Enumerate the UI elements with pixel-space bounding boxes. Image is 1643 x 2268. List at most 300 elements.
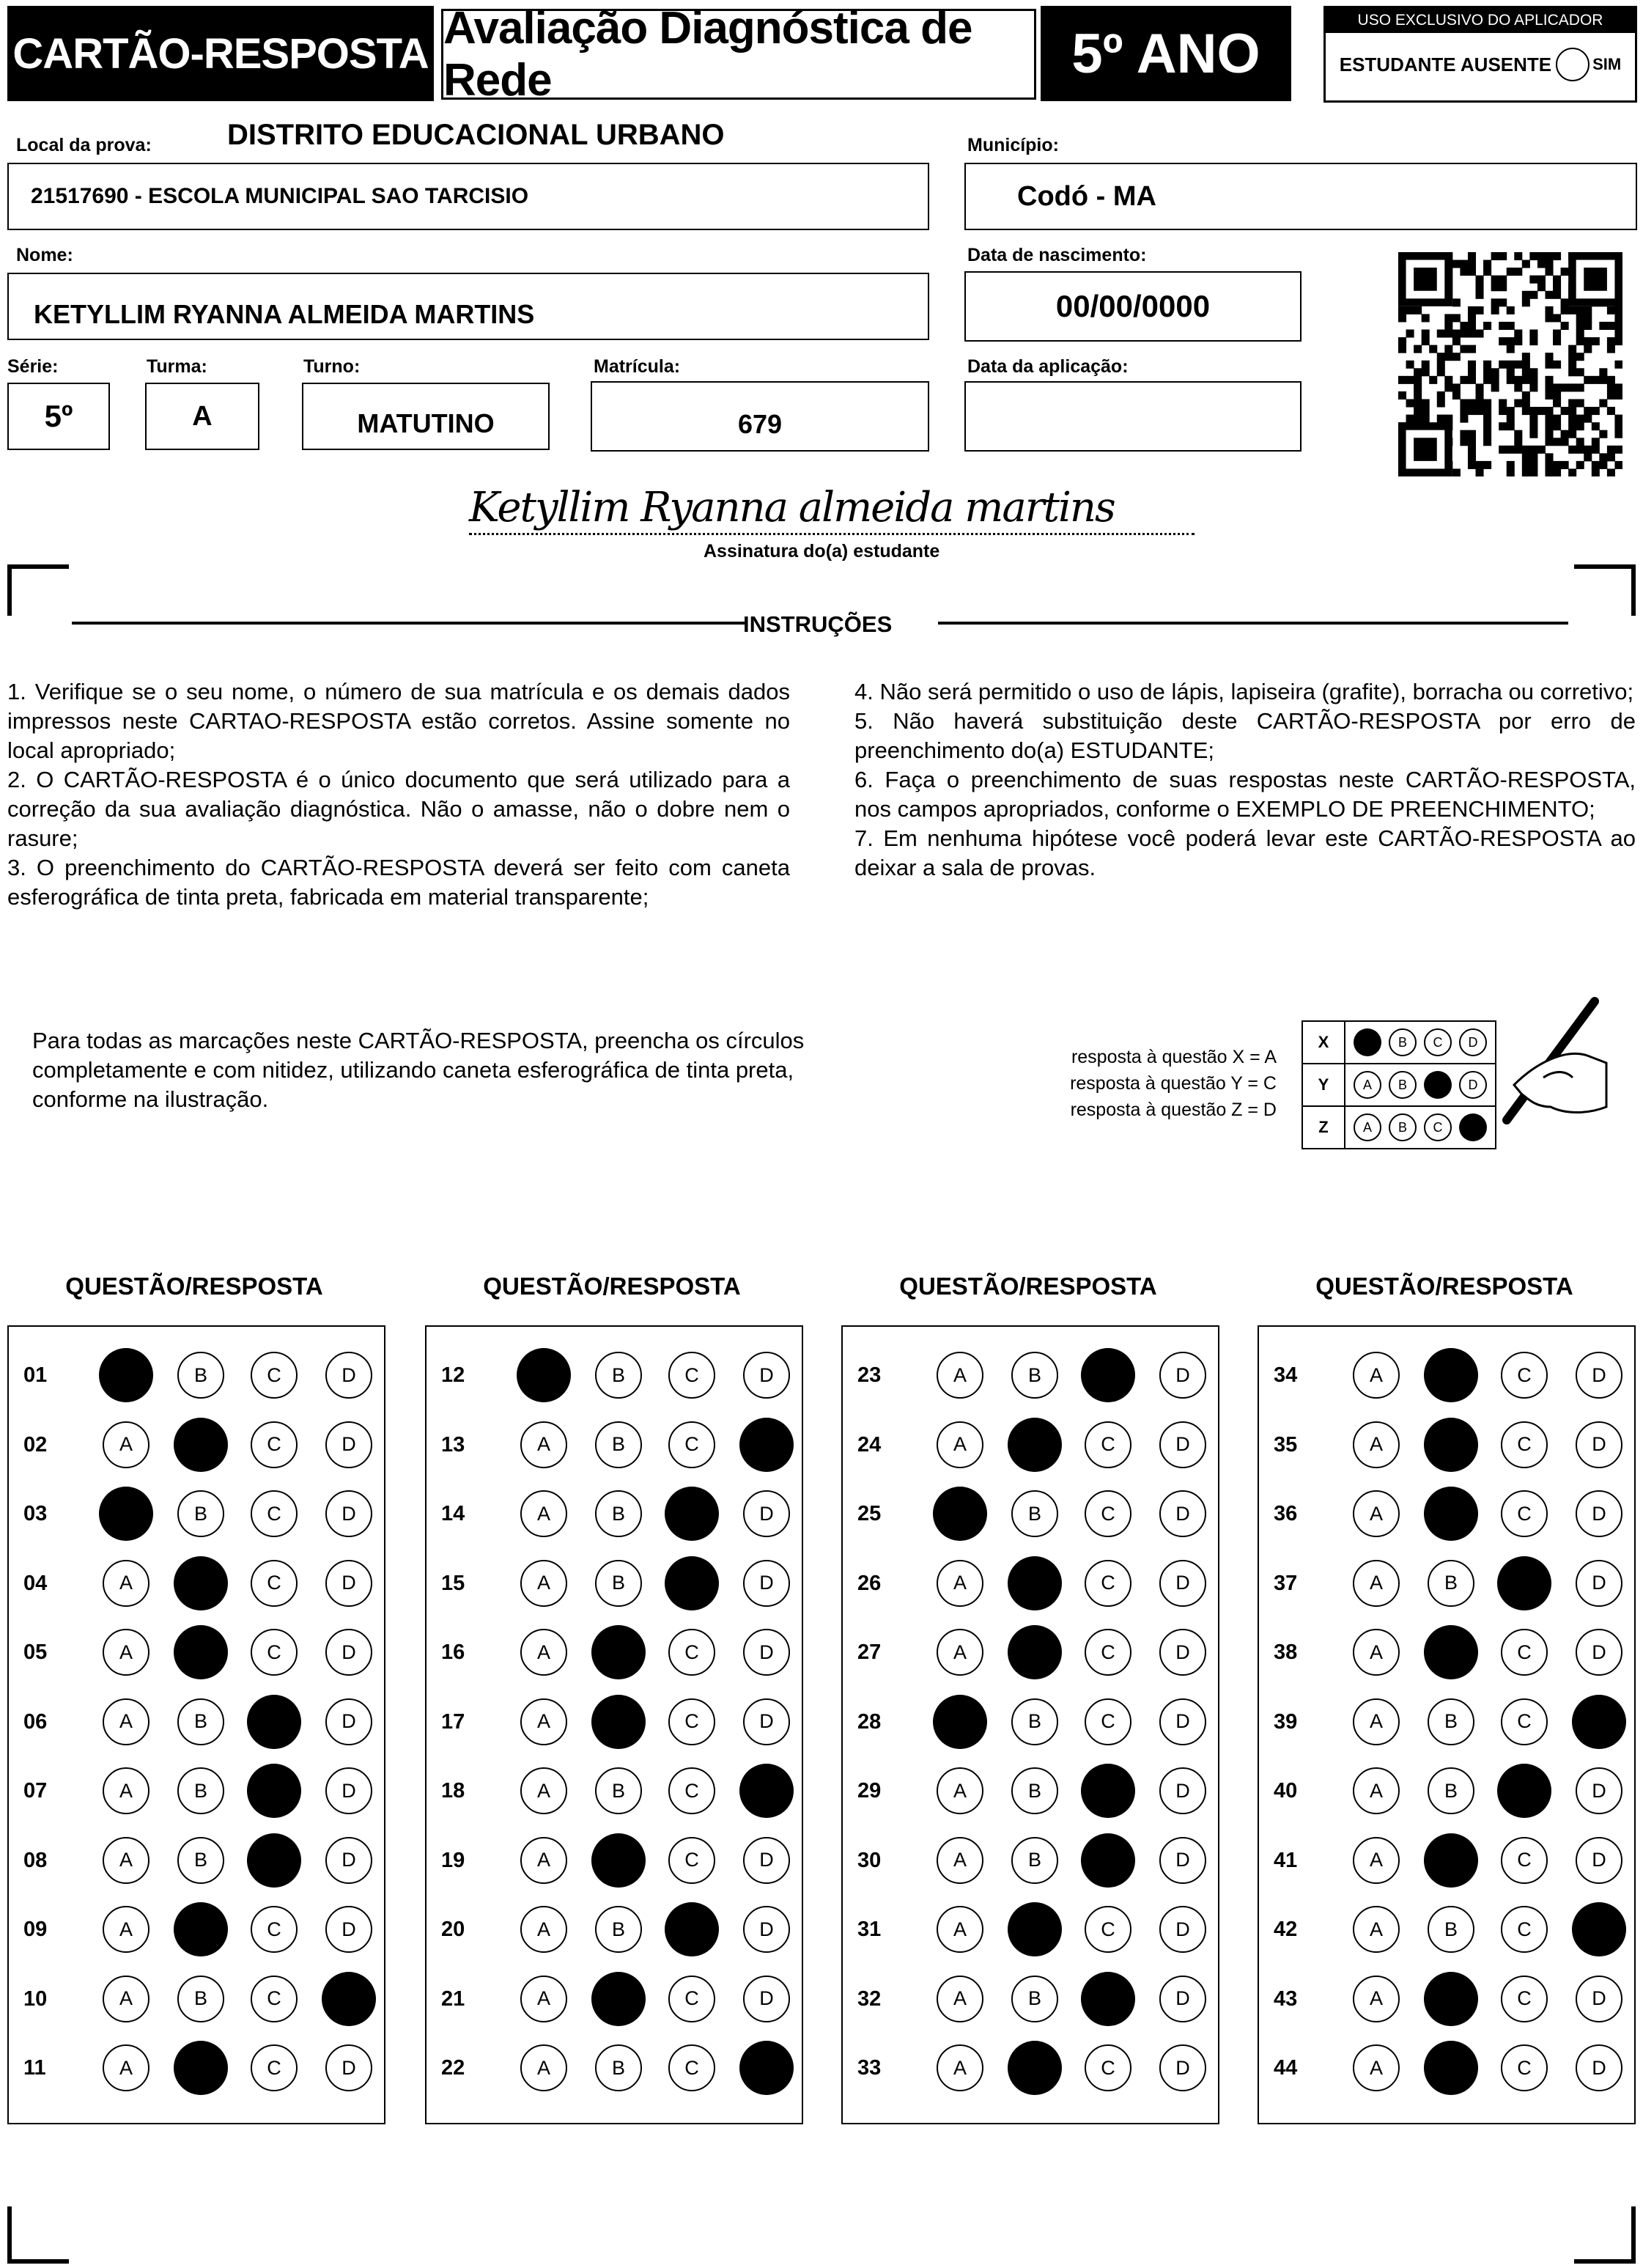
answer-row — [427, 1492, 802, 1536]
example-bubble-d: D — [1459, 1028, 1487, 1056]
answer-bubble-a[interactable]: A — [1353, 1698, 1400, 1745]
question-number: 08 — [23, 1848, 48, 1872]
answer-bubble-d[interactable]: D — [743, 1698, 790, 1745]
answer-bubble-c[interactable]: C — [668, 1837, 715, 1884]
answer-bubble-d[interactable] — [739, 2041, 794, 2095]
question-number: 39 — [1274, 1709, 1298, 1734]
answer-bubble-c[interactable]: C — [668, 1421, 715, 1468]
answer-bubble-a[interactable]: A — [1353, 1837, 1400, 1884]
answer-bubble-a[interactable]: A — [103, 1560, 149, 1607]
question-number: 16 — [441, 1641, 465, 1664]
question-number: 12 — [441, 1363, 465, 1387]
answer-bubble-d[interactable]: D — [743, 1837, 790, 1884]
answer-bubble-a[interactable]: A — [520, 1560, 567, 1607]
question-number: 26 — [857, 1571, 882, 1595]
answer-bubble-d[interactable]: D — [325, 1767, 372, 1814]
answer-bubble-c[interactable]: C — [1501, 1421, 1548, 1468]
answer-bubble-c[interactable] — [665, 1902, 719, 1956]
answer-bubble-d[interactable]: D — [325, 1837, 372, 1884]
answer-bubble-b[interactable] — [1008, 1418, 1062, 1472]
answer-bubble-b[interactable]: B — [1011, 1698, 1058, 1745]
answer-bubble-a[interactable]: A — [937, 1837, 983, 1884]
answer-bubble-c[interactable]: C — [1085, 1490, 1131, 1537]
answer-bubble-b[interactable]: B — [595, 1421, 642, 1468]
example-legend — [1035, 1044, 1277, 1123]
answer-bubble-b[interactable] — [591, 1695, 646, 1749]
answer-bubble-d[interactable]: D — [743, 1490, 790, 1537]
answer-bubble-b[interactable]: B — [1428, 1698, 1474, 1745]
answer-row — [1259, 1561, 1634, 1605]
corner-mark-bottom-right — [1574, 2206, 1636, 2264]
question-number: 43 — [1274, 1987, 1298, 2011]
answer-row — [9, 1492, 384, 1536]
school-field: 21517690 - ESCOLA MUNICIPAL SAO TARCISIO — [7, 163, 929, 230]
answer-bubble-a[interactable]: A — [1353, 1560, 1400, 1607]
instruction-item: 5. Não haverá substituição deste CARTÃO-RESPOSTA por erro de preenchimento do(a) ESTUDANTE; — [854, 708, 1636, 763]
answer-bubble-c[interactable] — [1497, 1764, 1551, 1818]
instructions-title: INSTRUÇÕES — [743, 611, 893, 637]
question-number: 22 — [441, 2056, 465, 2080]
answer-bubble-d[interactable] — [739, 1418, 794, 1472]
answer-row — [427, 1700, 802, 1744]
answer-bubble-a[interactable]: A — [937, 1421, 983, 1468]
answer-bubble-d[interactable]: D — [743, 1976, 790, 2022]
question-number: 18 — [441, 1779, 465, 1803]
question-number: 13 — [441, 1432, 465, 1457]
corner-mark-top-right — [1574, 564, 1636, 616]
answer-bubble-b[interactable]: B — [595, 1906, 642, 1953]
answer-bubble-d[interactable]: D — [325, 1906, 372, 1953]
applicator-label: USO EXCLUSIVO DO APLICADOR — [1326, 8, 1635, 33]
question-number: 20 — [441, 1918, 465, 1941]
answer-row — [1259, 2046, 1634, 2090]
answer-bubble-c[interactable] — [665, 1487, 719, 1541]
answer-bubble-d[interactable]: D — [1576, 2044, 1622, 2091]
answer-row — [9, 1977, 384, 2021]
answer-bubble-a[interactable]: A — [520, 1767, 567, 1814]
answer-bubble-c[interactable]: C — [668, 1352, 715, 1399]
question-number: 42 — [1274, 1918, 1298, 1941]
answer-bubble-b[interactable] — [1424, 1833, 1478, 1888]
question-number: 37 — [1274, 1571, 1298, 1595]
answer-bubble-b[interactable] — [1424, 1348, 1478, 1402]
answer-bubble-d[interactable]: D — [1576, 1490, 1622, 1537]
answer-bubble-a[interactable] — [933, 1487, 987, 1541]
answer-row — [843, 1630, 1218, 1674]
answer-bubble-b[interactable] — [591, 1833, 646, 1888]
answer-bubble-a[interactable] — [99, 1348, 153, 1402]
answer-bubble-d[interactable]: D — [1159, 1352, 1206, 1399]
answer-panel — [7, 1325, 385, 2124]
answer-bubble-b[interactable]: B — [1428, 1767, 1474, 1814]
question-number: 05 — [23, 1641, 48, 1664]
answer-bubble-b[interactable] — [591, 1972, 646, 2026]
answer-row — [843, 1907, 1218, 1951]
answer-bubble-d[interactable]: D — [1159, 1629, 1206, 1676]
answer-row — [427, 1838, 802, 1882]
question-number: 15 — [441, 1571, 465, 1595]
absent-checkbox[interactable] — [1556, 48, 1590, 81]
example-bubble-c: C — [1424, 1113, 1452, 1141]
answer-bubble-b[interactable]: B — [1011, 1490, 1058, 1537]
answer-bubble-d[interactable]: D — [1576, 1560, 1622, 1607]
answer-bubble-c[interactable]: C — [251, 1629, 298, 1676]
answer-bubble-d[interactable]: D — [1576, 1837, 1622, 1884]
answer-bubble-b[interactable]: B — [177, 1767, 224, 1814]
question-number: 24 — [857, 1432, 882, 1457]
answer-bubble-c[interactable]: C — [668, 2044, 715, 2091]
answer-row — [427, 1907, 802, 1951]
answer-bubble-b[interactable] — [1008, 1625, 1062, 1679]
answer-bubble-a[interactable]: A — [520, 1906, 567, 1953]
answer-bubble-b[interactable]: B — [177, 1698, 224, 1745]
example-bubble-c: C — [1424, 1028, 1452, 1056]
answer-row — [427, 1353, 802, 1397]
answer-bubble-b[interactable]: B — [177, 1490, 224, 1537]
answer-bubble-c[interactable]: C — [668, 1698, 715, 1745]
answer-bubble-a[interactable]: A — [937, 1906, 983, 1953]
question-number: 44 — [1274, 2056, 1298, 2080]
answer-bubble-b[interactable]: B — [177, 1352, 224, 1399]
answer-bubble-a[interactable]: A — [937, 1352, 983, 1399]
answer-bubble-a[interactable]: A — [103, 1698, 149, 1745]
answer-row — [1259, 1353, 1634, 1397]
answer-row — [9, 1700, 384, 1744]
instruction-item: 2. O CARTÃO-RESPOSTA é o único documento que será utilizado para a correção da sua avaliação diagnóstica. Não o amasse, não o dobre nem o rasure; — [7, 767, 790, 851]
answer-bubble-c[interactable]: C — [1501, 2044, 1548, 2091]
local-label: Local da prova: — [16, 135, 152, 155]
answer-row — [843, 1353, 1218, 1397]
answer-bubble-a[interactable] — [517, 1348, 571, 1402]
answer-bubble-c[interactable] — [665, 1556, 719, 1610]
question-number: 41 — [1274, 1848, 1298, 1872]
answer-row — [843, 1977, 1218, 2021]
answer-bubble-c[interactable]: C — [668, 1976, 715, 2022]
answer-bubble-d[interactable]: D — [1159, 1560, 1206, 1607]
answer-bubble-b[interactable] — [1008, 1556, 1062, 1610]
answer-row — [9, 1561, 384, 1605]
answer-row — [843, 1769, 1218, 1813]
question-number: 01 — [23, 1363, 48, 1387]
answer-bubble-d[interactable]: D — [325, 1629, 372, 1676]
answer-row — [9, 1353, 384, 1397]
answer-bubble-c[interactable] — [247, 1764, 301, 1818]
question-number: 02 — [23, 1432, 48, 1457]
answer-bubble-b[interactable]: B — [595, 1490, 642, 1537]
matricula-label: Matrícula: — [594, 356, 681, 377]
answer-bubble-d[interactable] — [739, 1764, 794, 1818]
answer-bubble-c[interactable] — [1081, 1972, 1135, 2026]
serie-field: 5º — [7, 383, 110, 450]
answer-bubble-c[interactable]: C — [251, 1976, 298, 2022]
answer-bubble-c[interactable] — [1497, 1556, 1551, 1610]
municipio-label: Município: — [967, 135, 1059, 155]
district-name: DISTRITO EDUCACIONAL URBANO — [227, 119, 725, 151]
answer-bubble-d[interactable]: D — [1159, 1421, 1206, 1468]
example-bubble-c — [1424, 1071, 1452, 1099]
answer-bubble-b[interactable]: B — [595, 1767, 642, 1814]
answer-bubble-a[interactable]: A — [520, 1837, 567, 1884]
answer-bubble-b[interactable]: B — [1011, 1837, 1058, 1884]
answer-bubble-a[interactable]: A — [103, 1906, 149, 1953]
answer-bubble-a[interactable]: A — [937, 1767, 983, 1814]
answer-bubble-b[interactable]: B — [1428, 1560, 1474, 1607]
answer-bubble-a[interactable]: A — [103, 1421, 149, 1468]
nascimento-field: 00/00/0000 — [964, 271, 1302, 342]
answer-bubble-a[interactable]: A — [1353, 2044, 1400, 2091]
answer-bubble-b[interactable]: B — [1011, 1352, 1058, 1399]
answer-bubble-b[interactable] — [174, 1902, 228, 1956]
turma-label: Turma: — [147, 356, 207, 377]
answer-bubble-d[interactable]: D — [325, 1490, 372, 1537]
signature-label: Assinatura do(a) estudante — [704, 541, 940, 562]
answer-bubble-b[interactable] — [174, 2041, 228, 2095]
answer-bubble-a[interactable]: A — [520, 1490, 567, 1537]
aplicacao-label: Data da aplicação: — [967, 356, 1129, 377]
nome-field: KETYLLIM RYANNA ALMEIDA MARTINS — [7, 273, 929, 340]
question-number: 30 — [857, 1848, 882, 1872]
answer-bubble-a[interactable]: A — [520, 1421, 567, 1468]
answer-bubble-d[interactable]: D — [325, 1421, 372, 1468]
answer-bubble-d[interactable]: D — [1159, 1976, 1206, 2022]
answer-bubble-b[interactable] — [1424, 1972, 1478, 2026]
instruction-item: 6. Faça o preenchimento de suas respostas neste CARTÃO-RESPOSTA, nos campos apropriados, conforme o EXEMPLO DE PREENCHIMENTO; — [854, 767, 1636, 822]
answer-bubble-d[interactable] — [1572, 1695, 1626, 1749]
answer-bubble-a[interactable]: A — [103, 1767, 149, 1814]
answer-row — [1259, 1977, 1634, 2021]
answer-bubble-c[interactable]: C — [1501, 1352, 1548, 1399]
answer-bubble-c[interactable]: C — [1085, 1421, 1131, 1468]
answer-bubble-a[interactable]: A — [1353, 1767, 1400, 1814]
answer-bubble-a[interactable]: A — [103, 1837, 149, 1884]
applicator-box — [1323, 6, 1637, 103]
question-number: 06 — [23, 1709, 48, 1734]
answer-bubble-a[interactable]: A — [1353, 1976, 1400, 2022]
answer-bubble-c[interactable] — [1081, 1833, 1135, 1888]
instructions-left — [7, 677, 790, 912]
answer-bubble-c[interactable] — [1081, 1348, 1135, 1402]
answer-bubble-c[interactable]: C — [251, 1421, 298, 1468]
answer-bubble-c[interactable] — [247, 1695, 301, 1749]
question-number: 33 — [857, 2056, 882, 2080]
answer-bubble-c[interactable]: C — [1501, 1906, 1548, 1953]
grade-title: 5º ANO — [1041, 6, 1291, 101]
question-number: 21 — [441, 1987, 465, 2011]
question-number: 25 — [857, 1502, 882, 1525]
answer-bubble-d[interactable]: D — [1159, 2044, 1206, 2091]
example-bubble-d: D — [1459, 1071, 1487, 1099]
answer-bubble-a[interactable]: A — [937, 1976, 983, 2022]
answer-bubble-b[interactable]: B — [177, 1976, 224, 2022]
answer-bubble-b[interactable]: B — [1428, 1906, 1474, 1953]
example-line: resposta à questão Z = D — [1070, 1100, 1277, 1120]
question-number: 28 — [857, 1709, 882, 1734]
answer-bubble-d[interactable]: D — [325, 1352, 372, 1399]
question-number: 09 — [23, 1918, 48, 1941]
answer-bubble-d[interactable]: D — [1576, 1421, 1622, 1468]
answer-bubble-b[interactable] — [591, 1625, 646, 1679]
answer-bubble-a[interactable]: A — [1353, 1906, 1400, 1953]
answer-bubble-c[interactable]: C — [1085, 1906, 1131, 1953]
answer-bubble-d[interactable]: D — [1576, 1767, 1622, 1814]
answer-bubble-d[interactable]: D — [1159, 1767, 1206, 1814]
example-line: resposta à questão X = A — [1071, 1047, 1277, 1067]
answer-row — [427, 1630, 802, 1674]
answer-bubble-c[interactable]: C — [1085, 1560, 1131, 1607]
answer-row — [1259, 1838, 1634, 1882]
nascimento-label: Data de nascimento: — [967, 245, 1147, 265]
question-number: 04 — [23, 1571, 48, 1595]
answer-bubble-d[interactable] — [322, 1972, 376, 2026]
answer-bubble-c[interactable]: C — [1501, 1490, 1548, 1537]
example-row-label: Y — [1302, 1064, 1345, 1106]
answer-bubble-a[interactable]: A — [1353, 1421, 1400, 1468]
answer-bubble-a[interactable]: A — [937, 2044, 983, 2091]
answer-bubble-d[interactable]: D — [1159, 1837, 1206, 1884]
answer-row — [427, 1769, 802, 1813]
answer-panel — [425, 1325, 803, 2124]
answer-bubble-d[interactable]: D — [325, 2044, 372, 2091]
answer-column-title: QUESTÃO/RESPOSTA — [899, 1273, 1157, 1300]
question-number: 27 — [857, 1641, 882, 1664]
answer-bubble-c[interactable]: C — [251, 1490, 298, 1537]
answer-bubble-a[interactable]: A — [520, 2044, 567, 2091]
answer-panel — [1258, 1325, 1636, 2124]
question-number: 35 — [1274, 1432, 1298, 1457]
answer-bubble-b[interactable] — [174, 1625, 228, 1679]
question-number: 23 — [857, 1363, 882, 1387]
answer-row — [843, 2046, 1218, 2090]
signature: Ketyllim Ryanna almeida martins — [469, 484, 1195, 535]
turma-field: A — [145, 383, 259, 450]
answer-bubble-b[interactable] — [1008, 1902, 1062, 1956]
example-bubble-a — [1354, 1028, 1381, 1056]
serie-label: Série: — [7, 356, 59, 377]
answer-bubble-d[interactable]: D — [1159, 1906, 1206, 1953]
answer-bubble-a[interactable] — [99, 1487, 153, 1541]
example-bubble-a: A — [1354, 1071, 1381, 1099]
answer-row — [843, 1838, 1218, 1882]
answer-bubble-b[interactable]: B — [595, 1560, 642, 1607]
question-number: 31 — [857, 1918, 882, 1941]
answer-row — [427, 1977, 802, 2021]
answer-bubble-c[interactable]: C — [1085, 1698, 1131, 1745]
instruction-item: 3. O preenchimento do CARTÃO-RESPOSTA deverá ser feito com caneta esferográfica de tinta preta, fabricada em material transparente; — [7, 855, 790, 910]
answer-bubble-a[interactable]: A — [937, 1560, 983, 1607]
answer-bubble-a[interactable]: A — [520, 1976, 567, 2022]
answer-bubble-b[interactable]: B — [595, 2044, 642, 2091]
answer-bubble-b[interactable] — [174, 1556, 228, 1610]
answer-row — [1259, 1630, 1634, 1674]
answer-row — [9, 1838, 384, 1882]
question-number: 14 — [441, 1502, 465, 1525]
nome-label: Nome: — [16, 245, 73, 265]
answer-bubble-d[interactable]: D — [1576, 1976, 1622, 2022]
answer-bubble-d[interactable]: D — [1576, 1352, 1622, 1399]
question-number: 07 — [23, 1779, 48, 1803]
answer-bubble-c[interactable]: C — [1501, 1698, 1548, 1745]
answer-bubble-d[interactable]: D — [325, 1698, 372, 1745]
answer-bubble-a[interactable]: A — [520, 1629, 567, 1676]
answer-bubble-b[interactable]: B — [595, 1352, 642, 1399]
answer-bubble-c[interactable]: C — [1085, 1629, 1131, 1676]
answer-bubble-d[interactable]: D — [1159, 1490, 1206, 1537]
aplicacao-field[interactable] — [964, 381, 1302, 452]
answer-bubble-d[interactable]: D — [1576, 1629, 1622, 1676]
answer-row — [1259, 1700, 1634, 1744]
answer-bubble-b[interactable]: B — [1011, 1976, 1058, 2022]
answer-bubble-a[interactable]: A — [103, 2044, 149, 2091]
answer-bubble-a[interactable]: A — [103, 1629, 149, 1676]
answer-bubble-c[interactable]: C — [1085, 2044, 1131, 2091]
answer-bubble-a[interactable]: A — [937, 1629, 983, 1676]
answer-bubble-d[interactable]: D — [743, 1560, 790, 1607]
answer-row — [9, 1423, 384, 1467]
exam-title: Avaliação Diagnóstica de Rede — [441, 9, 1036, 100]
example-bubble-a: A — [1354, 1113, 1381, 1141]
answer-bubble-c[interactable]: C — [251, 1560, 298, 1607]
card-title: CARTÃO-RESPOSTA — [7, 6, 434, 101]
instruction-item: 1. Verifique se o seu nome, o número de sua matrícula e os demais dados impressos neste CARTAO-RESPOSTA estão corretos. Assine somente no local apropriado; — [7, 679, 790, 763]
absent-option: SIM — [1592, 55, 1622, 73]
answer-bubble-b[interactable] — [1424, 1487, 1478, 1541]
pen-hand-illustration — [1463, 997, 1609, 1136]
answer-bubble-d[interactable]: D — [325, 1560, 372, 1607]
example-bubble-b: B — [1389, 1113, 1417, 1141]
answer-bubble-c[interactable]: C — [251, 2044, 298, 2091]
answer-bubble-d[interactable]: D — [743, 1906, 790, 1953]
answer-row — [1259, 1907, 1634, 1951]
answer-bubble-c[interactable]: C — [1501, 1629, 1548, 1676]
matricula-field: 679 — [591, 381, 929, 452]
answer-bubble-c[interactable]: C — [668, 1629, 715, 1676]
answer-bubble-d[interactable]: D — [743, 1352, 790, 1399]
answer-bubble-d[interactable] — [1572, 1902, 1626, 1956]
answer-bubble-a[interactable]: A — [1353, 1490, 1400, 1537]
answer-bubble-b[interactable]: B — [177, 1837, 224, 1884]
question-number: 38 — [1274, 1641, 1298, 1664]
answer-bubble-c[interactable] — [1081, 1764, 1135, 1818]
answer-row — [427, 1561, 802, 1605]
answer-bubble-d[interactable]: D — [1159, 1698, 1206, 1745]
answer-row — [427, 1423, 802, 1467]
answer-bubble-c[interactable]: C — [668, 1767, 715, 1814]
example-row-label: Z — [1302, 1106, 1345, 1149]
answer-bubble-b[interactable]: B — [1011, 1767, 1058, 1814]
answer-bubble-c[interactable]: C — [251, 1906, 298, 1953]
answer-bubble-b[interactable] — [1008, 2041, 1062, 2095]
answer-bubble-a[interactable]: A — [520, 1698, 567, 1745]
question-number: 10 — [23, 1987, 48, 2011]
answer-bubble-b[interactable] — [1424, 1625, 1478, 1679]
qr-code — [1398, 252, 1622, 476]
answer-bubble-d[interactable]: D — [743, 1629, 790, 1676]
example-line: resposta à questão Y = C — [1070, 1073, 1277, 1094]
answer-bubble-b[interactable] — [1424, 2041, 1478, 2095]
answer-bubble-a[interactable]: A — [1353, 1629, 1400, 1676]
answer-bubble-c[interactable] — [247, 1833, 301, 1888]
answer-bubble-c[interactable]: C — [1501, 1837, 1548, 1884]
answer-bubble-b[interactable] — [1424, 1418, 1478, 1472]
answer-bubble-a[interactable]: A — [103, 1976, 149, 2022]
turno-label: Turno: — [303, 356, 361, 377]
answer-bubble-a[interactable]: A — [1353, 1352, 1400, 1399]
answer-bubble-c[interactable]: C — [1501, 1976, 1548, 2022]
answer-bubble-c[interactable]: C — [251, 1352, 298, 1399]
answer-bubble-b[interactable] — [174, 1418, 228, 1472]
instruction-item: 7. Em nenhuma hipótese você poderá levar este CARTÃO-RESPOSTA ao deixar a sala de provas. — [854, 825, 1636, 880]
answer-bubble-a[interactable] — [933, 1695, 987, 1749]
